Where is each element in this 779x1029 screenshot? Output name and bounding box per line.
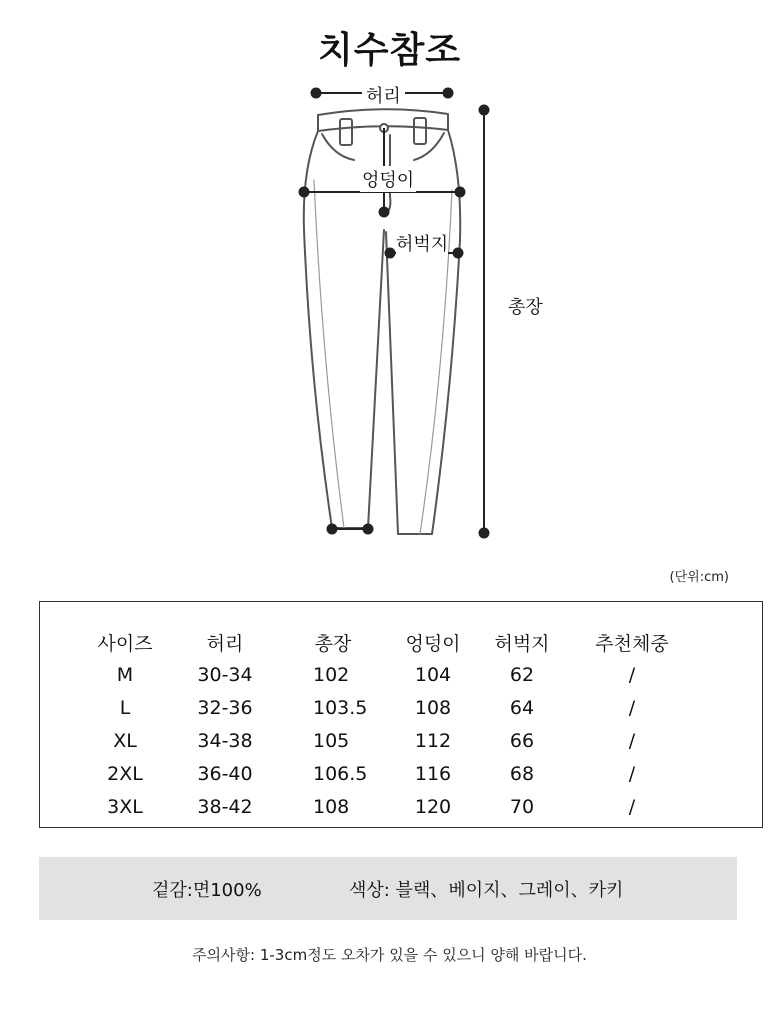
table-cell: XL <box>113 730 137 752</box>
table-cell: 3XL <box>107 796 143 818</box>
size-table <box>39 601 763 828</box>
table-cell: 116 <box>414 763 452 785</box>
table-cell: L <box>119 697 131 719</box>
table-cell: 38-42 <box>197 796 253 818</box>
table-cell: 104 <box>414 664 452 686</box>
table-cell: 103.5 <box>313 697 368 719</box>
thigh-label: 허벅지 <box>396 230 448 256</box>
belt-loop <box>340 119 352 145</box>
pocket-right <box>414 133 444 160</box>
header-weight: 추천체중 <box>595 633 669 655</box>
table-cell: 30-34 <box>197 664 253 686</box>
table-cell: 105 <box>313 730 350 752</box>
table-cell: 68 <box>509 763 535 785</box>
table-cell: 70 <box>509 796 535 818</box>
page-title: 치수참조 <box>317 30 462 71</box>
table-cell: / <box>628 730 636 752</box>
table-cell: M <box>116 664 134 686</box>
table-cell: 108 <box>414 697 452 719</box>
header-thigh: 허벅지 <box>494 633 550 655</box>
color-info: 색상: 블랙、베이지、그레이、카키 <box>349 880 624 901</box>
table-cell: 120 <box>414 796 452 818</box>
table-cell: / <box>628 763 636 785</box>
total-length-label: 총장 <box>508 297 543 318</box>
table-cell: 2XL <box>107 763 143 785</box>
header-length: 총장 <box>314 633 352 655</box>
table-cell: 34-38 <box>197 730 253 752</box>
hip-label: 엉덩이 <box>360 166 416 192</box>
table-cell: 36-40 <box>197 763 253 785</box>
table-cell: 106.5 <box>313 763 368 785</box>
material-info: 겉감:면100% <box>152 880 262 901</box>
waist-label: 허리 <box>362 82 405 108</box>
product-info-bar <box>39 857 737 920</box>
table-cell: 108 <box>313 796 350 818</box>
header-waist: 허리 <box>206 633 244 655</box>
table-cell: 64 <box>509 697 535 719</box>
table-cell: / <box>628 697 636 719</box>
header-hip: 엉덩이 <box>405 633 461 655</box>
notice-text: 주의사항: 1-3cm정도 오차가 있을 수 있으니 양해 바랍니다. <box>192 946 587 964</box>
table-cell: 32-36 <box>197 697 253 719</box>
table-cell: / <box>628 664 636 686</box>
table-cell: / <box>628 796 636 818</box>
table-cell: 62 <box>509 664 535 686</box>
belt-loop <box>414 118 426 144</box>
pocket-left <box>322 134 354 160</box>
table-cell: 102 <box>313 664 350 686</box>
table-cell: 66 <box>509 730 535 752</box>
header-size: 사이즈 <box>97 633 153 655</box>
seam-left <box>314 180 344 528</box>
unit-note: (단위:cm) <box>669 570 729 585</box>
table-cell: 112 <box>414 730 452 752</box>
